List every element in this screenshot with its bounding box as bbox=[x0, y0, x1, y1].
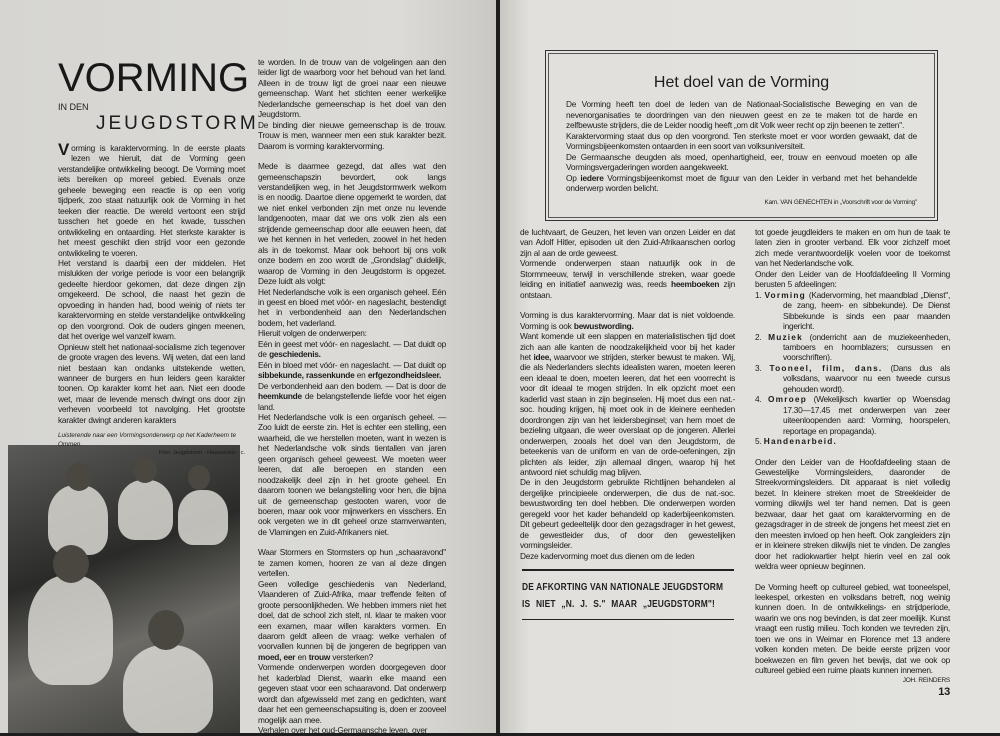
bold-text: geschiedenis. bbox=[269, 349, 321, 360]
paragraph: Vormende onderwerpen worden doorgegeven door het kaderblad Dienst, waarin elke maand een gegeven staat voor een schaaravond. Dat onderwerp wordt dan afgewisseld met zang en gedichten, want daar het een gemeenschapsuiting is, doen er zooveel mogelijk aan mee. bbox=[258, 662, 446, 725]
text: Geen volledige geschiedenis van Nederland, Vlaanderen of Zuid-Afrika, maar treffende feiten of groote persoonlijkheden. We hebben immers niet het doel, dat de school zich stelt, nl. klaar te maken voor een examen, maar willen karakters vormen. En daarom geldt alleen de vraag: welke verhalen of voorvallen kunnen bij de jongeren de begrippen van bbox=[258, 578, 446, 652]
paragraph: Onder den Leider van de Hoofdafdeeling staan de Gewestelijke Vormingsleiders, daaronder de Streekvormingsleiders. Dit apparaat is niet volledig bezet. In kleinere streken moet de Streekleider de vorming dikwijls wel ter hand nemen. Dat is geen bezwaar, daar het gaat om karaktervorming en de gezagsdrager in de streek de jongens het meest ziet en den meesten invloed op hen heeft. Ook zangleiders zijn er in kleinere streken dikwijls niet te vinden. De zangles door het radiokwartier helpt hierin veel en zal ook weldra weer opnieuw beginnen. bbox=[755, 456, 950, 572]
bold-text: trouw bbox=[308, 651, 331, 662]
column-2 bbox=[258, 57, 446, 736]
paragraph bbox=[258, 339, 446, 360]
paragraph: De Germaansche deugden als moed, openhartigheid, eer, trouw en eenvoud moeten op alle Vormingsvergaderingen worden aangekweekt. bbox=[566, 151, 917, 172]
bold-text: iedere bbox=[580, 172, 604, 183]
caption-text: Luisterende naar een Vormingsonderwerp op het Kaderheem te Ommen. bbox=[58, 432, 236, 449]
column-3 bbox=[520, 227, 735, 561]
item-text: (Kadervorming, het maandblad „Dienst", de zang, heem- en sibbekunde). De Dienst Sibbekunde is sinds een paar maanden ingericht. bbox=[783, 289, 950, 332]
column-1 bbox=[58, 140, 245, 425]
bold-text: bewustwording. bbox=[573, 320, 634, 331]
photo-figure bbox=[28, 575, 113, 685]
paragraph: Mede is daarmee gezegd, dat alles wat den gemeenschapszin bevordert, ook langs verstandelijken weg, in het Jeugdstormwerk welkom is en noodig. Daartoe diene opgemerkt te worden, dat we niet enkel verbonden zijn met onze nu levende landgenooten, maar dat we ons volk zien als een strijdende gemeenschap door alle eeuwen heen, dat we het kennen in het verleden, zoowel in het heden als in de toekomst. Maar ook behoort bij ons volk onze bodem en zoo wordt de „Grondslag" duidelijk, waarop de Vorming in den Jeugdstorm is opgezet. Deze luidt als volgt: bbox=[258, 161, 446, 287]
drop-cap: V bbox=[58, 140, 70, 159]
text: versterken? bbox=[330, 651, 373, 662]
text: Eén in geest met vóór- en nageslacht. — Dat duidt op de bbox=[258, 338, 446, 360]
list-item bbox=[755, 290, 950, 332]
photo-head bbox=[133, 457, 157, 483]
text: waarvoor we strijden, sterker bewust te maken. Wij, die als Nederlanders slechts idealisten waren, moeten leeren een ideaal te doen, moeten leeren, dat het een voorrecht is voor dit ideaal te mogen strijden. In elk opzicht moet een kaderlid vast staan in zijn beginselen. Hij moet dus een nat.-soc. houding krijgen, hij moet ook in de kleinere eenheden doordrongen zijn van het leidersbeginsel; van hem moet de bezieling uitgaan, die weer overslaat op de jongeren. Allerlei onderwerpen, zooals het doel van den Jeugdstorm, de beteekenis van de uniform en van de orde-oefeningen, zijn plichten als leider, zijn allemaal dingen, waarop hij het antwoord niet schuldig mag blijven. bbox=[520, 351, 736, 477]
paragraph: Het verstand is daarbij een der middelen. Het mislukken der vorige periode is voor een belangrijk gedeelte hierdoor gekomen, dat deze dingen zijn omgekeerd. De school, die naast het gezin de opvoeding in handen had, bood weinig of niets ter karaktervorming en stelde verstandelijke ontwikkeling op den voorgrond. Ook de ouders gingen meenen, dat het overige wel vanzelf kwam. bbox=[58, 257, 245, 342]
item-name: Vorming bbox=[764, 289, 806, 300]
list-item bbox=[755, 436, 950, 446]
notice-abbreviation bbox=[522, 579, 736, 613]
item-text: (onderricht aan de muziekeenheden, tamboers en hoornblazers; cursussen en voorschriften). bbox=[783, 331, 951, 363]
paragraph: Onder den Leider van de Hoofdafdeeling II Vorming berusten 5 afdeelingen: bbox=[755, 268, 950, 290]
box-text bbox=[566, 99, 917, 208]
paragraph: tot goede jeugdleiders te maken en om hun de taak te laten zien in grooter verband. Elk voor zichzelf moet zich mede verantwoordelijk voelen voor de toekomst van het Nederlandsche volk. bbox=[755, 227, 950, 269]
bold-text: idee, bbox=[533, 351, 552, 362]
photo-head bbox=[188, 465, 210, 490]
text: zijn ontstaan. bbox=[520, 279, 735, 300]
column-4 bbox=[755, 227, 950, 699]
text: en bbox=[295, 651, 309, 662]
divider-rule bbox=[522, 619, 734, 621]
paragraph: Het Nederlandsche volk is een organisch geheel. — Zoo luidt de eerste zin. Het is echter een stelling, een waarheid, die we herstellen moeten, want in wezen is het Nederlandsche volk sinds tientallen van jaren geen organisch geheel geweest. We moeten weer leeren, dat alle beroepen en standen een noodzakelijk deel zijn in het groote geheel. En daarom toonen we belangstelling voor hen, die bijna uit de gemeenschap gestooten waren, voor de boeren, maar ook voor mijnwerkers en visschers. En ook vergeten we in dit geheel onze stamverwanten, de Vlamingen en Zuid-Afrikaners niet. bbox=[258, 411, 446, 537]
right-page bbox=[500, 0, 1000, 733]
paragraph bbox=[258, 360, 446, 381]
paragraph bbox=[566, 173, 917, 194]
text: Eén in bloed met vóór- en nageslacht. — Dat duidt op bbox=[258, 359, 446, 370]
photo-figure bbox=[178, 490, 228, 545]
text: Vormingsbijeenkomst moet de figuur van den Leider in verband met het behandelde onderwerp worden belicht. bbox=[566, 172, 917, 193]
text: De verbondenheid aan den bodem. — Dat is door de bbox=[258, 380, 446, 391]
item-number: 1. bbox=[755, 289, 762, 300]
item-name: Omroep bbox=[768, 394, 808, 405]
text: Op bbox=[566, 172, 581, 183]
photo-figure bbox=[118, 480, 173, 540]
photo-figure bbox=[48, 485, 108, 555]
item-name: Tooneel, film, dans. bbox=[769, 362, 883, 373]
divider-rule bbox=[522, 569, 734, 571]
notice-line: IS NIET „N. J. S." MAAR „JEUGDSTORM"! bbox=[522, 597, 716, 610]
notice-line: DE AFKORTING VAN NATIONALE JEUGDSTORM bbox=[522, 580, 724, 593]
right-flow bbox=[520, 50, 952, 699]
paragraph bbox=[520, 331, 735, 477]
text: en bbox=[354, 370, 368, 381]
paragraph-text: orming is karaktervorming. In de eerste plaats lezen we hieruit, dat de Vorming geen verstandelijke ontwikkeling beoogt. De Vorming moet iets bereiken op moreel gebied. Evenals onze geheele beweging een reactie is op een vorig tijdperk, zoo staat natuurlijk ook de Vorming in het teeken dier reactie. De wereld vertoont een strijd tusschen het goede en het kwade, tusschen ontwikkeling en ontaarding. Het sterkste karakter is het meest geschikt dien strijd voor een gezonde ontwikkeling te voeren. bbox=[58, 143, 245, 258]
list-item bbox=[755, 332, 950, 363]
bold-text: heemboeken bbox=[671, 279, 720, 290]
paragraph: Opnieuw stelt het nationaal-socialisme zich tegenover de groote vragen des levens. Wij weten, dat een land niet bestaan kan ondanks uitstekende wetten, wanneer de burgers en hun leiders geen karakter toonen. Op karakter komt het aan. Niet een doode wet, maar de levende mensch dwingt ons door zijn verheven voorbeeld tot navolging. Het grootste karakter dwingt anderen karakters bbox=[58, 341, 245, 425]
paragraph: Waar Stormers en Stormsters op hun „schaaravond" te zamen komen, hooren ze van al deze dingen vertellen. bbox=[258, 547, 446, 579]
text: Vorming is dus karaktervorming. Maar dat is niet voldoende. Vorming is ook bbox=[520, 310, 735, 331]
paragraph bbox=[258, 579, 446, 663]
title-second: JEUGDSTORM bbox=[96, 113, 259, 134]
list-item bbox=[755, 394, 950, 436]
bold-text: erfgezondheidsleer. bbox=[367, 370, 442, 381]
photo-caption bbox=[58, 431, 245, 457]
title-sub: IN DEN bbox=[58, 102, 89, 112]
text: de belangstellende liefde voor het eigen land. bbox=[258, 391, 446, 412]
item-name: Muziek bbox=[768, 331, 803, 342]
paragraph: De binding dier nieuwe gemeenschap is de trouw. Trouw is men, wanneer men een stuk karakter bezit. Daarom is vorming karaktervorming. bbox=[258, 119, 446, 151]
paragraph bbox=[755, 581, 950, 684]
item-text: (Wekelijksch kwartier op Woensdag 17.30—17.45 met onderwerpen van zeer uiteenloopenden aard: Vorming, hoorspelen, reportage en propaganda). bbox=[783, 394, 950, 436]
bold-text: moed, eer bbox=[258, 651, 296, 662]
right-columns bbox=[520, 227, 952, 699]
item-number: 5. bbox=[755, 436, 762, 447]
page-number: 13 bbox=[938, 686, 950, 699]
title-main: VORMING bbox=[58, 56, 250, 100]
item-number: 3. bbox=[755, 362, 762, 373]
paragraph: te worden. In de trouw van de volgelingen aan den leider ligt de waarborg voor het behoud van het land. Alleen in de trouw ligt de groei naar een nieuwe gemeenschap. Want het stichten eener werkelijke Nederlandsche gemeenschap is het doel van den Jeugdstorm. bbox=[258, 57, 446, 120]
column-3-wrapper bbox=[520, 227, 735, 699]
paragraph bbox=[520, 310, 735, 331]
item-number: 2. bbox=[755, 331, 762, 342]
paragraph: Hieruit volgen de onderwerpen: bbox=[258, 328, 367, 339]
quote-box bbox=[545, 50, 938, 221]
paragraph: Verhalen over het oud-Germaansche leven, over bbox=[258, 725, 428, 736]
left-stack bbox=[58, 56, 259, 457]
bold-text: heemkunde bbox=[258, 391, 302, 402]
photo-credit: Foto: Jeugdstorm - Haaswinkel - c. bbox=[158, 450, 245, 457]
paragraph bbox=[58, 140, 245, 258]
photo-figure bbox=[123, 645, 213, 733]
text: Want komende uit een slappen en materialistischen tijd doet zich aan alle kanten de noodzakelijkheid voor bij het kader het bbox=[520, 331, 735, 362]
paragraph: Het Nederlandsche volk is een organisch geheel. Eén in geest en bloed met vóór- en nageslacht, bestendigt het in verbondenheid aan den Nederlandschen bodem, het vaderland. bbox=[258, 286, 446, 328]
paragraph: Deze kadervorming moet dus dienen om de leden bbox=[520, 550, 695, 561]
photo-head bbox=[148, 610, 184, 650]
paragraph: de luchtvaart, de Geuzen, het leven van onzen Leider en dat van Adolf Hitler, episoden uit den Zuid-Afrikaanschen oorlog zijn al aan de orde geweest. bbox=[520, 227, 735, 258]
bold-text: sibbekunde, rassenkunde bbox=[258, 370, 355, 381]
box-title: Het doel van de Vorming bbox=[653, 74, 830, 91]
photo-head bbox=[66, 463, 92, 491]
item-number: 4. bbox=[755, 394, 762, 405]
left-page bbox=[0, 0, 496, 736]
author-signature: JOH. REINDERS bbox=[902, 676, 950, 684]
item-text: (Dans dus als volksdans, waarvoor nu een tweede cursus gehouden wordt). bbox=[783, 362, 951, 394]
list-item bbox=[755, 363, 950, 394]
paragraph bbox=[258, 381, 446, 412]
text: De Vorming heeft op cultureel gebied, wat tooneelspel, leekespel, orkesten en volksdans betreft, nog weinig kunnen doen. In de ontwikkelings- en strijdperiode, waarin we ons nog bevinden, is dat zeer moeilijk. Kunst vraagt een rustig milieu. Toch konden we tevreden zijn, toen we ons in Weimar en Florence met 13 andere volken konden meten. De beide eerste prijzen voor boekwezen en film geven het bewijs, dat we ook op cultureel gebied een ruime plaats kunnen innemen. bbox=[755, 581, 950, 676]
paragraph: De in den Jeugdstorm gebruikte Richtlijnen behandelen al dergelijke principieele onderwerpen, die dus de nat.-soc. bewustwording ten doel hebben. Die onderwerpen worden geregeld voor het kader behandeld op kaderbijeenkomsten. Dit gebeurt gedeeltelijk door den gezagsdrager in het gewest, de gewestleider dus, of door den gewestelijken vormingsleider. bbox=[520, 477, 735, 551]
paragraph bbox=[520, 258, 735, 300]
item-name: Handenarbeid. bbox=[763, 436, 838, 447]
photo-head bbox=[53, 545, 89, 583]
paragraph: Karaktervorming staat dus op den voorgrond. Ten sterkste moet er voor worden gewaakt, dat de Vormingsbijeenkomsten ontaarden in een soort van volksuniversiteit. bbox=[566, 130, 917, 151]
article-title bbox=[58, 56, 259, 135]
text: Vormende onderwerpen staan natuurlijk ook in de Stormmeeuw, terwijl in verschillende streken, waar goede leiding en initiatief aanwezig was, reeds bbox=[520, 258, 735, 290]
quote-source: Kam. VAN GENECHTEN in „Voorschrift voor de Vorming" bbox=[764, 198, 917, 206]
photo-youth-listening bbox=[8, 445, 240, 733]
paragraph: De Vorming heeft ten doel de leden van de Nationaal-Socialistische Beweging en van de nevenorganisaties te doordringen van den nieuwen geest en ze te maken tot de harde en zelfbewuste strijders, die de Leider noodig heeft „om dit Volk weer recht op zijn beenen te zetten". bbox=[566, 99, 917, 130]
